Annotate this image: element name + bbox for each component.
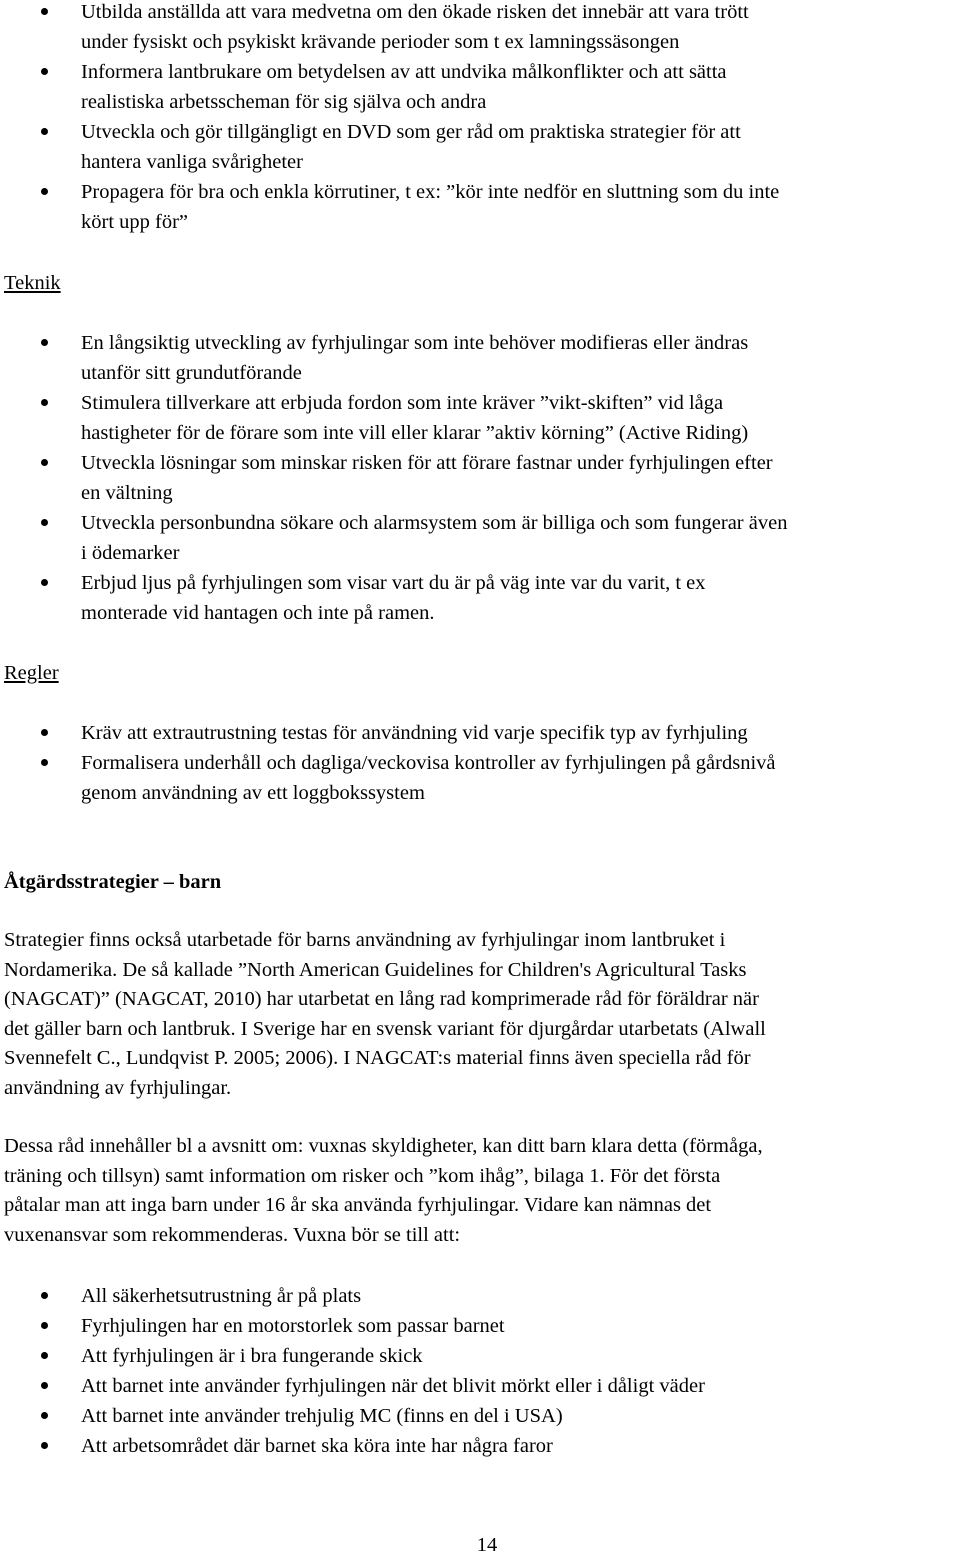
list-item: Erbjud ljus på fyrhjulingen som visar vart du är på väg inte var du varit, t ex monterade vid hantagen och inte på ramen. — [0, 568, 960, 628]
list-item: Formalisera underhåll och dagliga/veckovisa kontroller av fyrhjulingen på gårdsnivå genom användning av ett loggbokssystem — [0, 748, 960, 808]
adult-responsibility-bullet-list — [0, 1281, 960, 1461]
section-title: Åtgärdsstrategier – barn — [4, 871, 222, 893]
paragraph-advice-contents: Dessa råd innehåller bl a avsnitt om: vuxnas skyldigheter, kan ditt barn klara detta (förmåga, träning och tillsyn) samt information om risker och ”kom ihåg”, bilaga 1. För det första påtalar man att inga barn under 16 år ska använda fyrhjulingar. Vidare kan nämnas det vuxenansvar som rekommenderas. Vuxna bör se till att: — [4, 1135, 763, 1246]
list-item: Att barnet inte använder trehjulig MC (finns en del i USA) — [0, 1401, 960, 1431]
list-item: Utveckla personbundna sökare och alarmsystem som är billiga och som fungerar även i ödemarker — [0, 508, 960, 568]
list-item: Kräv att extrautrustning testas för användning vid varje specifik typ av fyrhjuling — [0, 718, 960, 748]
list-item: Utveckla och gör tillgängligt en DVD som ger råd om praktiska strategier för att hantera vanliga svårigheter — [0, 117, 960, 177]
list-item: Att barnet inte använder fyrhjulingen när det blivit mörkt eller i dåligt väder — [0, 1371, 960, 1401]
list-item: All säkerhetsutrustning år på plats — [0, 1281, 960, 1311]
intro-bullet-list — [0, 0, 960, 237]
list-item: Informera lantbrukare om betydelsen av att undvika målkonflikter och att sätta realistiska arbetsscheman för sig själva och andra — [0, 57, 960, 117]
list-item: Att arbetsområdet där barnet ska köra inte har några faror — [0, 1431, 960, 1461]
list-item: Fyrhjulingen har en motorstorlek som passar barnet — [0, 1311, 960, 1341]
teknik-bullet-list — [0, 328, 960, 628]
page-number: 14 — [476, 1534, 498, 1556]
paragraph-children-strategies: Strategier finns också utarbetade för barns användning av fyrhjulingar inom lantbruket i Nordamerika. De så kallade ”North American Guidelines for Children's Agricultural Tasks (NAGCAT)” (NAGCAT, 2010) har utarbetat en lång rad komprimerade råd för föräldrar när det gäller barn och lantbruk. I Sverige har en svensk variant för djurgårdar utarbetats (Alwall Svennefelt C., Lundqvist P. 2005; 2006). I NAGCAT:s material finns även speciella råd för användning av fyrhjulingar. — [4, 929, 766, 1099]
list-item: Att fyrhjulingen är i bra fungerande skick — [0, 1341, 960, 1371]
regler-bullet-list — [0, 718, 960, 808]
list-item: Stimulera tillverkare att erbjuda fordon som inte kräver ”vikt-skiften” vid låga hastigheter för de förare som inte vill eller klarar ”aktiv körning” (Active Riding) — [0, 388, 960, 448]
list-item: En långsiktig utveckling av fyrhjulingar som inte behöver modifieras eller ändras utanför sitt grundutförande — [0, 328, 960, 388]
teknik-heading: Teknik — [4, 272, 61, 294]
regler-heading: Regler — [4, 662, 59, 684]
list-item: Propagera för bra och enkla körrutiner, t ex: ”kör inte nedför en sluttning som du inte kört upp för” — [0, 177, 960, 237]
list-item: Utveckla lösningar som minskar risken för att förare fastnar under fyrhjulingen efter en vältning — [0, 448, 960, 508]
list-item: Utbilda anställda att vara medvetna om den ökade risken det innebär att vara trött under fysiskt och psykiskt krävande perioder som t ex lamningssäsongen — [0, 0, 960, 57]
